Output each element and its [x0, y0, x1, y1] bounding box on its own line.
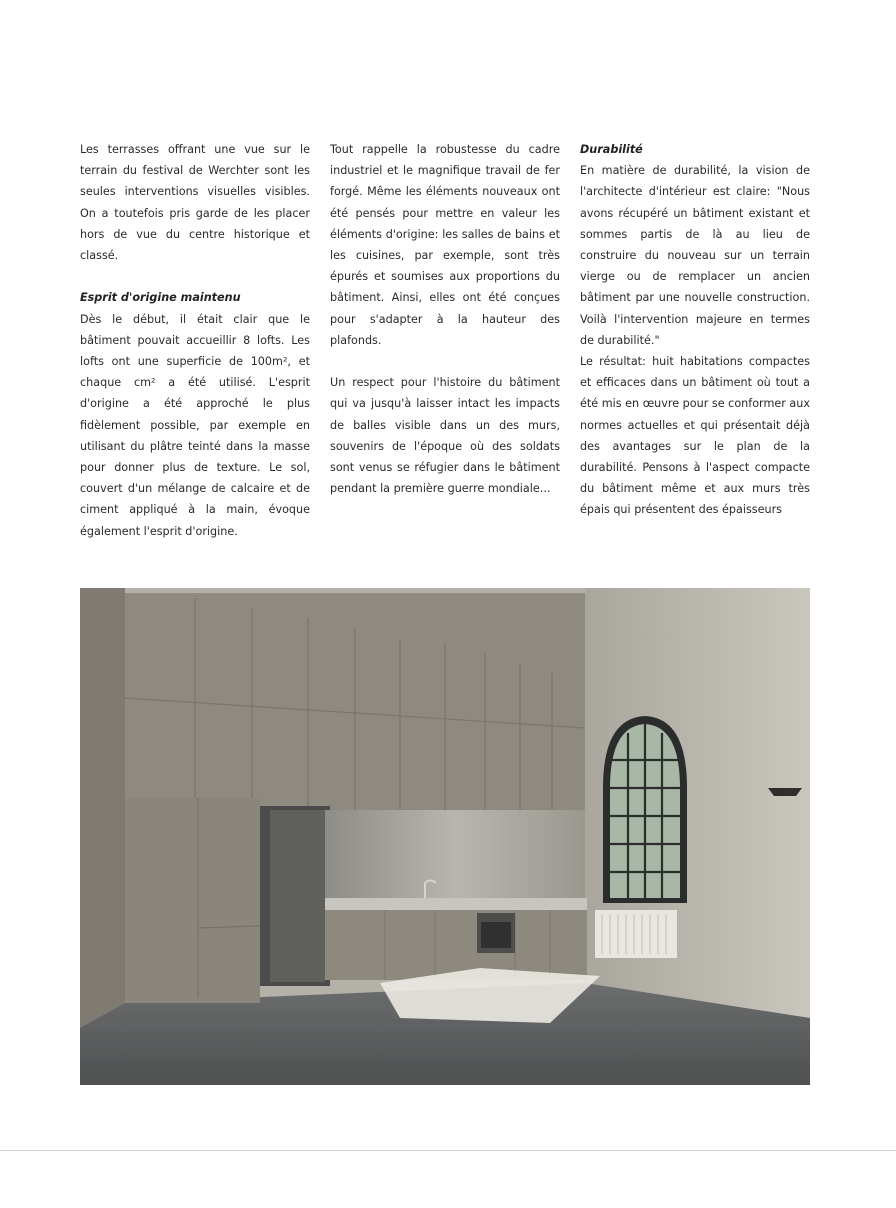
- text-column-3: [580, 139, 810, 521]
- body-paragraph: Le résultat: huit habitations compactes et efficaces dans un bâtiment où tout a été mis en œuvre pour se conformer aux normes actuelles et qui présentait déjà des avantages sur le plan de la durabilité. Pensons à l'aspect compacte du bâtiment même et aux murs très épais qui présentent des épaisseurs: [580, 355, 810, 517]
- body-paragraph: Tout rappelle la robustesse du cadre industriel et le magnifique travail de fer forgé. Même les éléments nouveaux ont été pensés pour mettre en valeur les éléments d'origine: les salles de bains et les cuisines, par exemple, sont très épurés et soumises aux proportions du bâtiment. Ainsi, elles ont été conçues pour s'adapter à la hauteur des plafonds.: [330, 143, 560, 347]
- loft-kitchen-photo: [80, 588, 810, 1085]
- body-paragraph: Dès le début, il était clair que le bâtiment pouvait accueillir 8 lofts. Les lofts ont une superficie de 100m², et chaque cm² a été utilisé. L'esprit d'origine a été approché le plus fidèlement possible, par exemple en utilisant du plâtre teinté dans la masse pour donner plus de texture. Le sol, couvert d'un mélange de calcaire et de ciment appliqué à la main, évoque également l'esprit d'origine.: [80, 312, 310, 538]
- page-footer-rule: [0, 1150, 896, 1151]
- section-heading: Esprit d'origine maintenu: [80, 291, 241, 305]
- text-column-2: [330, 139, 560, 499]
- body-paragraph: En matière de durabilité, la vision de l'architecte d'intérieur est claire: "Nous avons récupéré un bâtiment existant et sommes partis de là au lieu de construire du nouveau sur un terrain vierge ou de remplacer un ancien bâtiment par une nouvelle construction. Voilà l'intervention majeure en termes de durabilité.": [580, 164, 810, 347]
- section-heading: Durabilité: [580, 143, 643, 156]
- body-paragraph: Les terrasses offrant une vue sur le terrain du festival de Werchter sont les seules interventions visuelles visibles. On a toutefois pris garde de les placer hors de vue du centre historique et classé.: [80, 143, 310, 263]
- body-paragraph: Un respect pour l'histoire du bâtiment qui va jusqu'à laisser intact les impacts de balles visible dans un des murs, souvenirs de l'époque où des soldats sont venus se réfugier dans le bâtiment pendant la première guerre mondiale...: [330, 376, 560, 496]
- text-column-1: [80, 139, 310, 542]
